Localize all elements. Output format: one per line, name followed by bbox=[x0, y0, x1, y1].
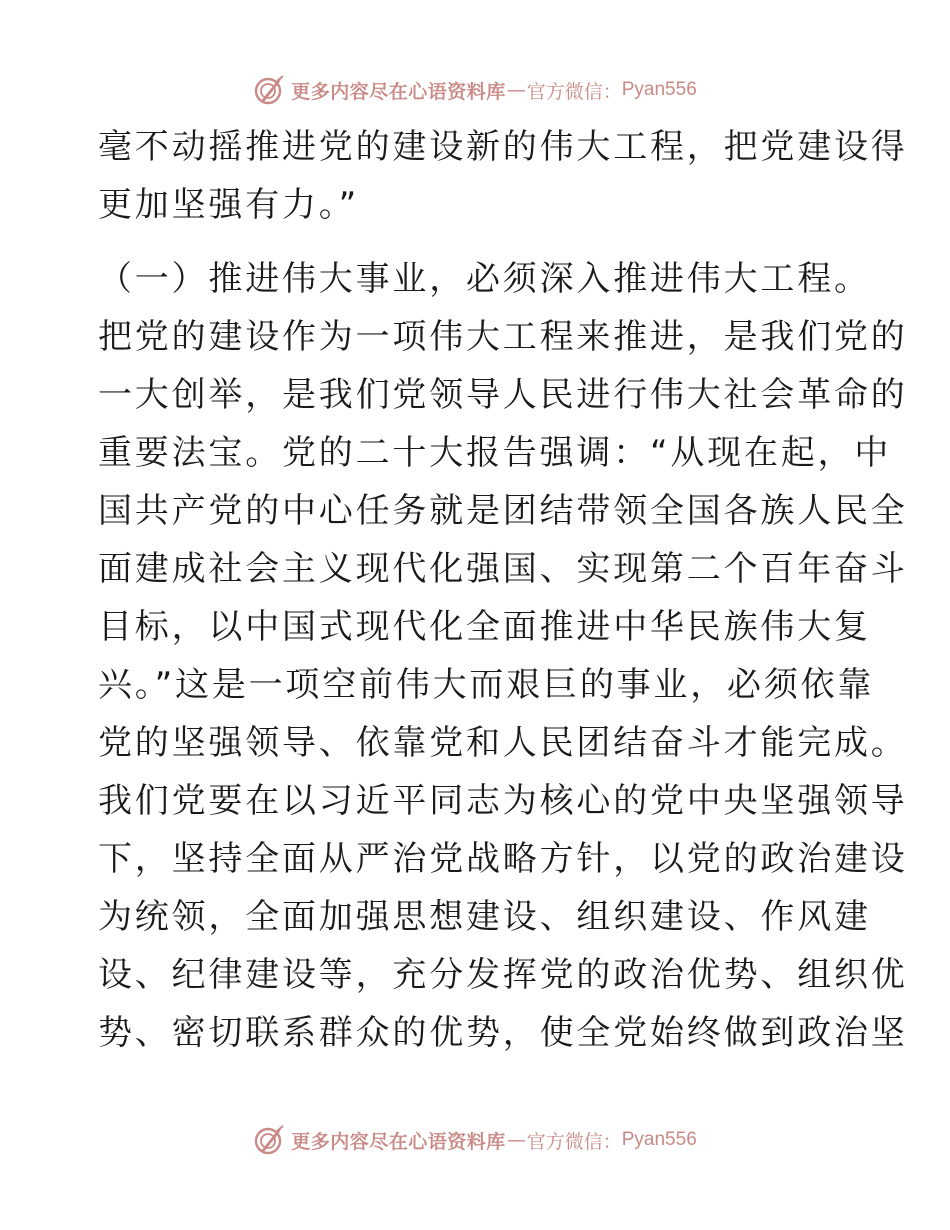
text-line: 重要法宝。党的二十大报告强调：“从现在起，中 bbox=[98, 433, 892, 473]
text-line: 更加坚强有力。” bbox=[98, 185, 360, 225]
header-watermark bbox=[0, 70, 950, 110]
paragraph bbox=[98, 118, 908, 234]
section-heading: （一）推进伟大事业，必须深入推进伟大工程。 bbox=[98, 259, 871, 299]
pen-logo-icon bbox=[253, 1123, 287, 1157]
text-line: 设、纪律建设等，充分发挥党的政治优势、组织优 bbox=[98, 955, 908, 995]
pen-logo-icon bbox=[253, 73, 287, 107]
text-line: 势、密切联系群众的优势，使全党始终做到政治坚 bbox=[98, 1013, 908, 1053]
text-line: 为统领，全面加强思想建设、组织建设、作风建 bbox=[98, 897, 871, 937]
text-line: 把党的建设作为一项伟大工程来推进，是我们党的 bbox=[98, 317, 908, 357]
text-line: 毫不动摇推进党的建设新的伟大工程，把党建设得 bbox=[98, 127, 908, 167]
watermark-dash: — bbox=[506, 1129, 526, 1151]
watermark-wechat-id: Pyan556 bbox=[621, 1129, 697, 1150]
watermark-wechat-id: Pyan556 bbox=[621, 79, 697, 100]
watermark-dash: — bbox=[506, 79, 526, 101]
watermark-wechat-label: 官方微信： bbox=[526, 1130, 622, 1153]
document-body bbox=[98, 118, 908, 1062]
watermark-main-text: 更多内容尽在心语资料库 bbox=[291, 1130, 506, 1153]
text-line: 党的坚强领导、依靠党和人民团结奋斗才能完成。 bbox=[98, 723, 908, 763]
text-line: 我们党要在以习近平同志为核心的党中央坚强领导 bbox=[98, 781, 908, 821]
watermark-wechat-label: 官方微信： bbox=[526, 80, 622, 103]
text-line: 面建成社会主义现代化强国、实现第二个百年奋斗 bbox=[98, 549, 908, 589]
text-line: 兴。”这是一项空前伟大而艰巨的事业，必须依靠 bbox=[98, 665, 875, 705]
paragraph bbox=[98, 250, 908, 1062]
text-line: 目标，以中国式现代化全面推进中华民族伟大复 bbox=[98, 607, 871, 647]
text-line: 国共产党的中心任务就是团结带领全国各族人民全 bbox=[98, 491, 908, 531]
text-line: 一大创举，是我们党领导人民进行伟大社会革命的 bbox=[98, 375, 908, 415]
footer-watermark bbox=[0, 1120, 950, 1160]
watermark-main-text: 更多内容尽在心语资料库 bbox=[291, 80, 506, 103]
text-line: 下，坚持全面从严治党战略方针，以党的政治建设 bbox=[98, 839, 908, 879]
